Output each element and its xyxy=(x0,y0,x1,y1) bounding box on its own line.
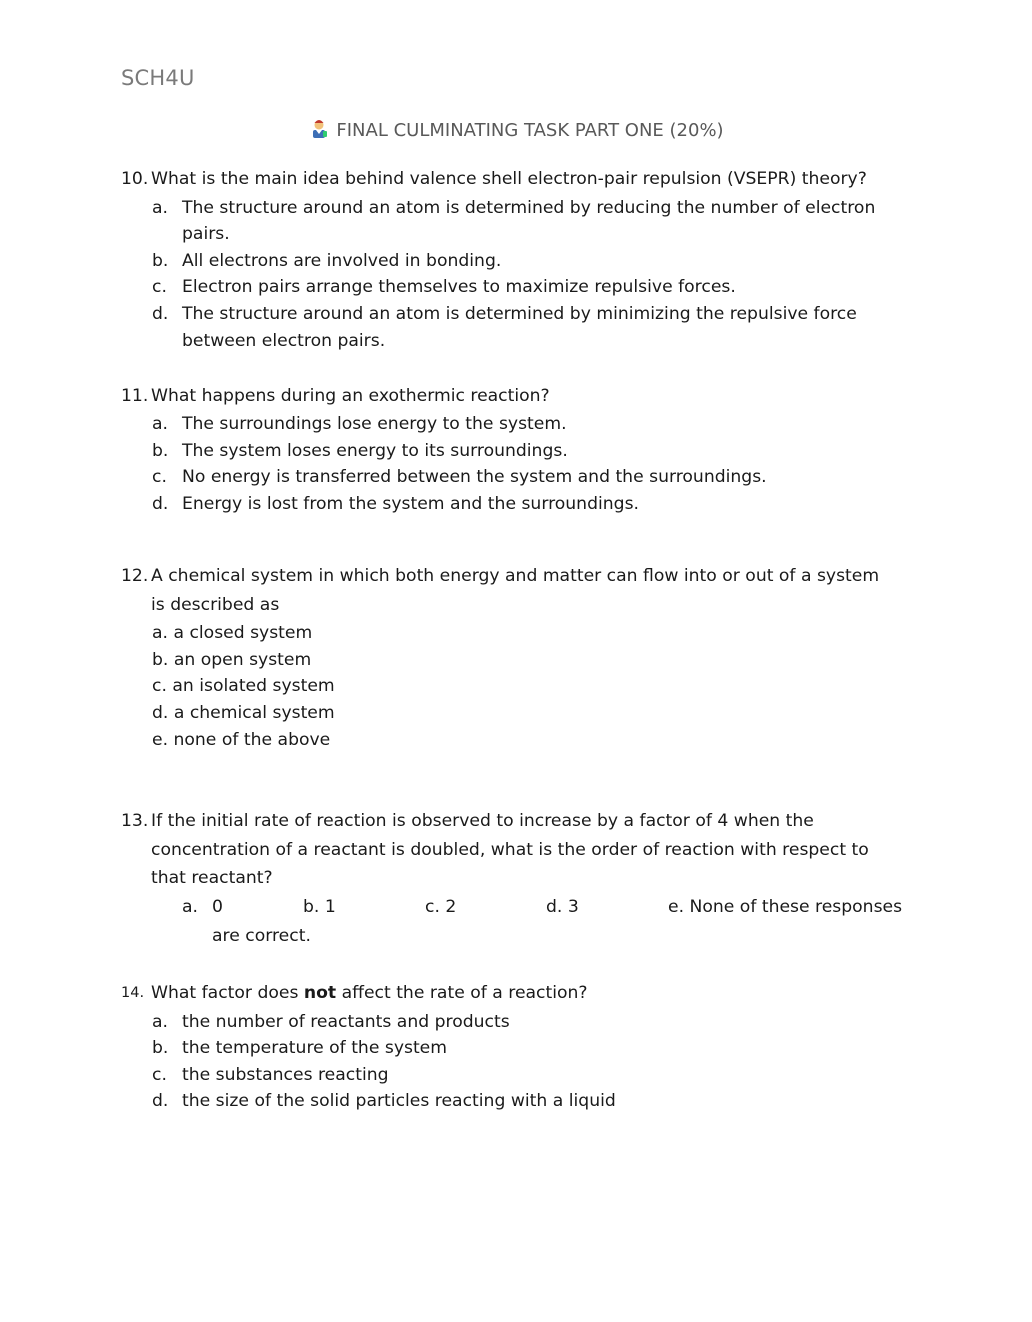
option-text: The system loses energy to its surroundings. xyxy=(182,441,568,461)
option-text: a. a closed system xyxy=(152,623,313,643)
option-letter: a. xyxy=(182,897,198,917)
option-text: The structure around an atom is determined by minimizing the repulsive force xyxy=(182,304,857,324)
option-text: e. none of the above xyxy=(152,730,331,750)
option-text: the number of reactants and products xyxy=(182,1012,510,1032)
option-letter: b. xyxy=(152,441,169,461)
question-number: 10. xyxy=(121,169,149,189)
option-letter: c. xyxy=(152,1065,167,1085)
question-stem: If the initial rate of reaction is observed to increase by a factor of 4 when the xyxy=(151,811,814,831)
option-letter: a. xyxy=(152,1012,168,1032)
option-text: c. an isolated system xyxy=(152,676,335,696)
question-stem: What is the main idea behind valence shell electron-pair repulsion (VSEPR) theory? xyxy=(151,169,867,189)
question-number: 11. xyxy=(121,386,149,406)
question-number: 13. xyxy=(121,811,149,831)
option-text: Electron pairs arrange themselves to maximize repulsive forces. xyxy=(182,277,736,297)
option-text: d. 3 xyxy=(546,897,579,917)
option-text: c. 2 xyxy=(425,897,457,917)
stem-part: What factor does xyxy=(151,983,304,1003)
option-text: between electron pairs. xyxy=(182,331,386,351)
option-letter: d. xyxy=(152,494,169,514)
option-letter: d. xyxy=(152,1091,169,1111)
page-title xyxy=(0,118,1032,141)
option-text: b. 1 xyxy=(303,897,336,917)
option-letter: a. xyxy=(152,414,168,434)
option-letter: b. xyxy=(152,251,169,271)
option-letter: d. xyxy=(152,304,169,324)
option-text: are correct. xyxy=(212,926,311,946)
option-text: the size of the solid particles reacting with a liquid xyxy=(182,1091,616,1111)
option-text: the temperature of the system xyxy=(182,1038,448,1058)
option-text: 0 xyxy=(212,897,223,917)
course-code: SCH4U xyxy=(121,66,195,90)
chemist-icon xyxy=(308,118,330,140)
option-letter: c. xyxy=(152,277,167,297)
option-text: pairs. xyxy=(182,224,230,244)
question-number: 14. xyxy=(121,985,145,1001)
option-letter: b. xyxy=(152,1038,169,1058)
option-letter: c. xyxy=(152,467,167,487)
option-text: d. a chemical system xyxy=(152,703,335,723)
option-text: Energy is lost from the system and the surroundings. xyxy=(182,494,639,514)
question-stem: that reactant? xyxy=(151,868,273,888)
title-text: FINAL CULMINATING TASK PART ONE (20%) xyxy=(336,120,724,141)
stem-emphasis: not xyxy=(303,983,337,1003)
option-text: b. an open system xyxy=(152,650,312,670)
question-stem: What happens during an exothermic reaction? xyxy=(151,386,550,406)
option-text: The surroundings lose energy to the system. xyxy=(182,414,567,434)
option-text: e. None of these responses xyxy=(668,897,903,917)
question-number: 12. xyxy=(121,566,149,586)
option-text: the substances reacting xyxy=(182,1065,389,1085)
option-text: No energy is transferred between the system and the surroundings. xyxy=(182,467,767,487)
option-text: The structure around an atom is determined by reducing the number of electron xyxy=(182,198,876,218)
question-stem: concentration of a reactant is doubled, what is the order of reaction with respect to xyxy=(151,840,869,860)
question-stem: is described as xyxy=(151,595,280,615)
question-stem xyxy=(151,982,588,1004)
stem-part: affect the rate of a reaction? xyxy=(336,983,588,1003)
question-stem: A chemical system in which both energy and matter can flow into or out of a system xyxy=(151,566,880,586)
option-text: All electrons are involved in bonding. xyxy=(182,251,502,271)
option-letter: a. xyxy=(152,198,168,218)
